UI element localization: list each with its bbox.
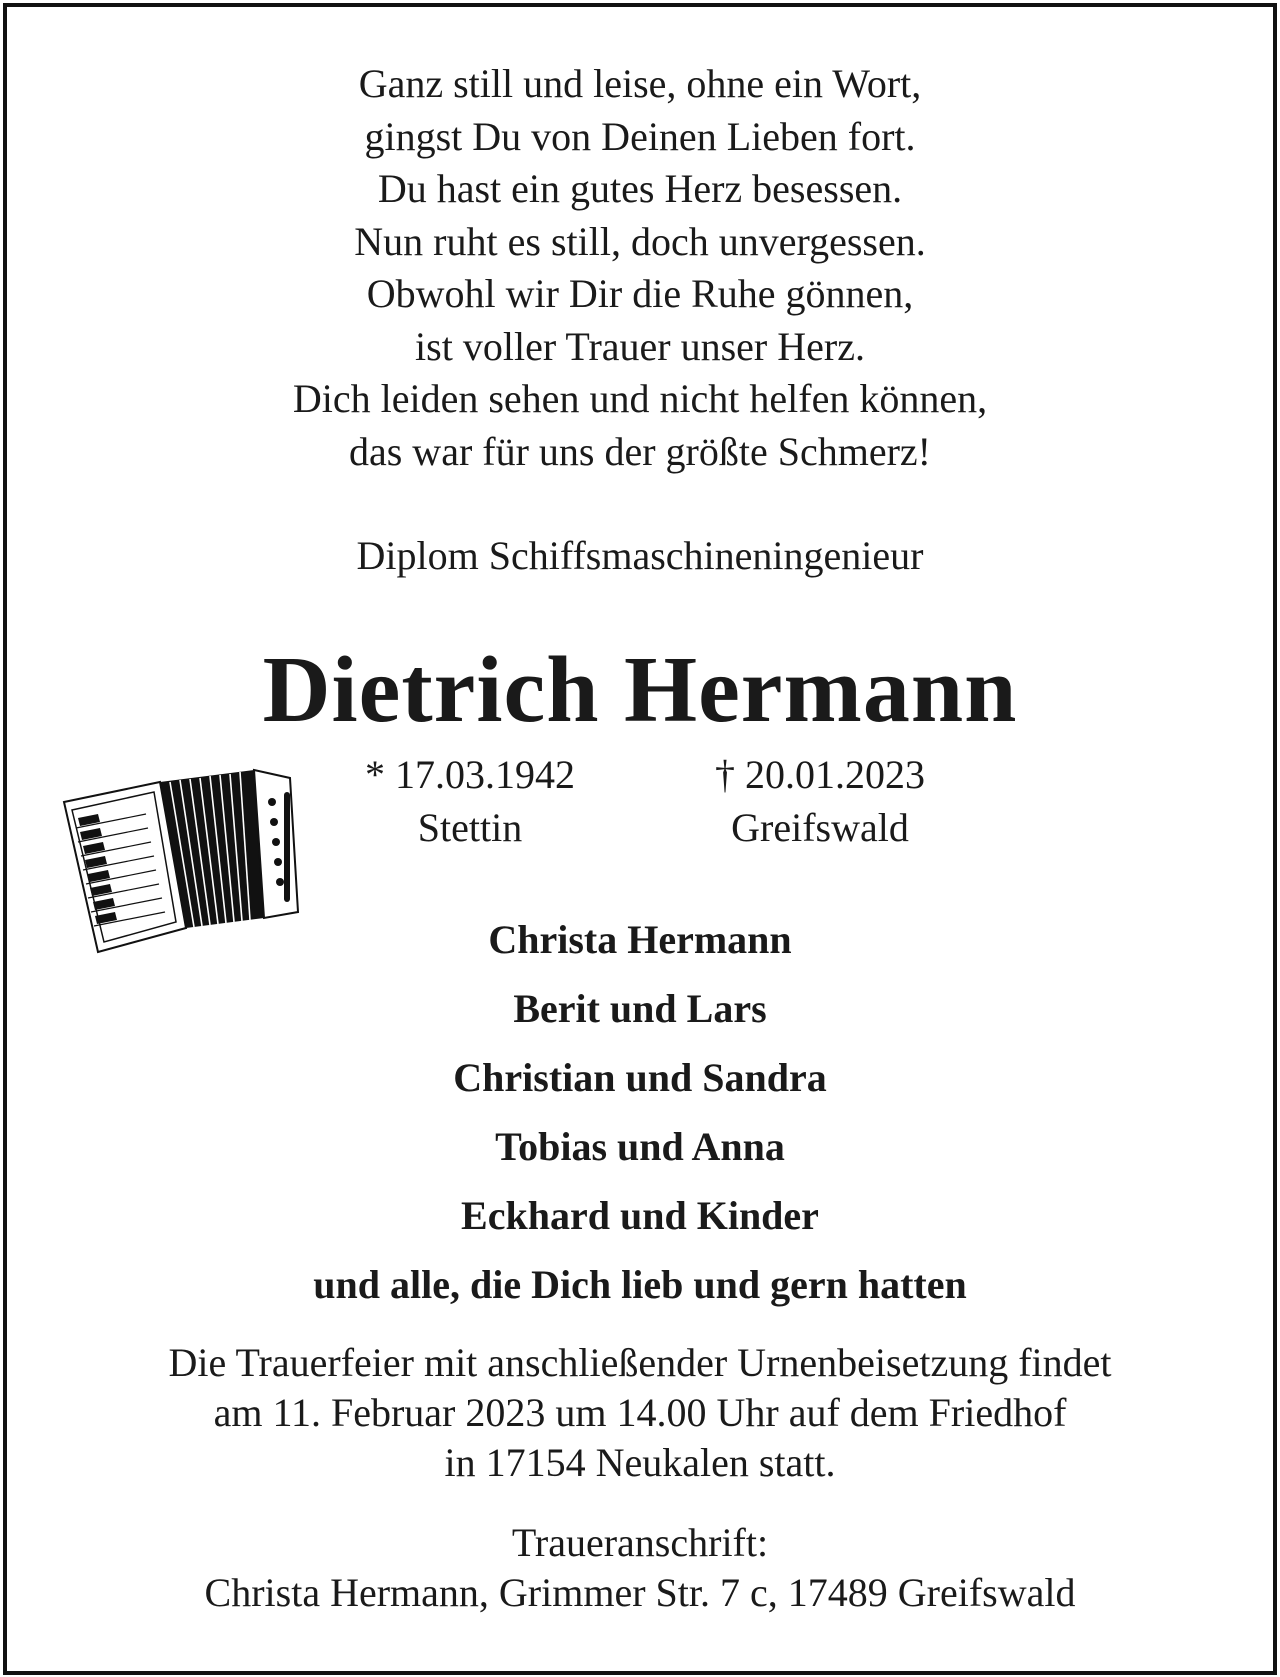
poem-line: das war für uns der größte Schmerz! xyxy=(348,428,931,474)
address-text: Christa Hermann, Grimmer Str. 7 c, 17489 Greifswald xyxy=(204,1570,1076,1615)
poem-line: ist voller Trauer unser Herz. xyxy=(415,323,865,369)
mourner: und alle, die Dich lieb und gern hatten xyxy=(313,1262,967,1307)
death-date: † 20.01.2023 xyxy=(715,752,925,797)
death-place: Greifswald xyxy=(731,805,909,850)
poem-line: Du hast ein gutes Herz besessen. xyxy=(377,166,903,211)
poem-line: Nun ruht es still, doch unvergessen. xyxy=(354,218,926,264)
service-info xyxy=(0,1338,1280,1488)
death-info xyxy=(670,748,970,854)
mourner: Christa Hermann xyxy=(488,917,792,962)
service-line: am 11. Februar 2023 um 14.00 Uhr auf dem Friedhof xyxy=(213,1390,1067,1435)
mourner: Berit und Lars xyxy=(513,986,767,1031)
poem-line: Obwohl wir Dir die Ruhe gönnen, xyxy=(366,271,914,316)
mourners xyxy=(0,905,1280,1319)
mourner: Eckhard und Kinder xyxy=(461,1193,819,1238)
profession: Diplom Schiffsmaschineningenieur xyxy=(356,533,924,578)
poem-line: Ganz still und leise, ohne ein Wort, xyxy=(358,61,922,106)
birth-info xyxy=(340,748,600,854)
mourner: Christian und Sandra xyxy=(453,1055,827,1100)
deceased-name: Dietrich Hermann xyxy=(262,638,1018,742)
poem xyxy=(0,58,1280,478)
service-line: Die Trauerfeier mit anschließender Urnenbeisetzung findet xyxy=(168,1340,1112,1385)
service-line: in 17154 Neukalen statt. xyxy=(444,1440,836,1485)
mourner: Tobias und Anna xyxy=(495,1124,785,1169)
poem-line: Dich leiden sehen und nicht helfen können, xyxy=(292,376,988,421)
poem-line: gingst Du von Deinen Lieben fort. xyxy=(364,113,916,159)
mourning-address xyxy=(0,1518,1280,1618)
address-label: Traueranschrift: xyxy=(511,1520,769,1565)
birth-date: * 17.03.1942 xyxy=(365,752,575,797)
birth-place: Stettin xyxy=(417,805,523,850)
